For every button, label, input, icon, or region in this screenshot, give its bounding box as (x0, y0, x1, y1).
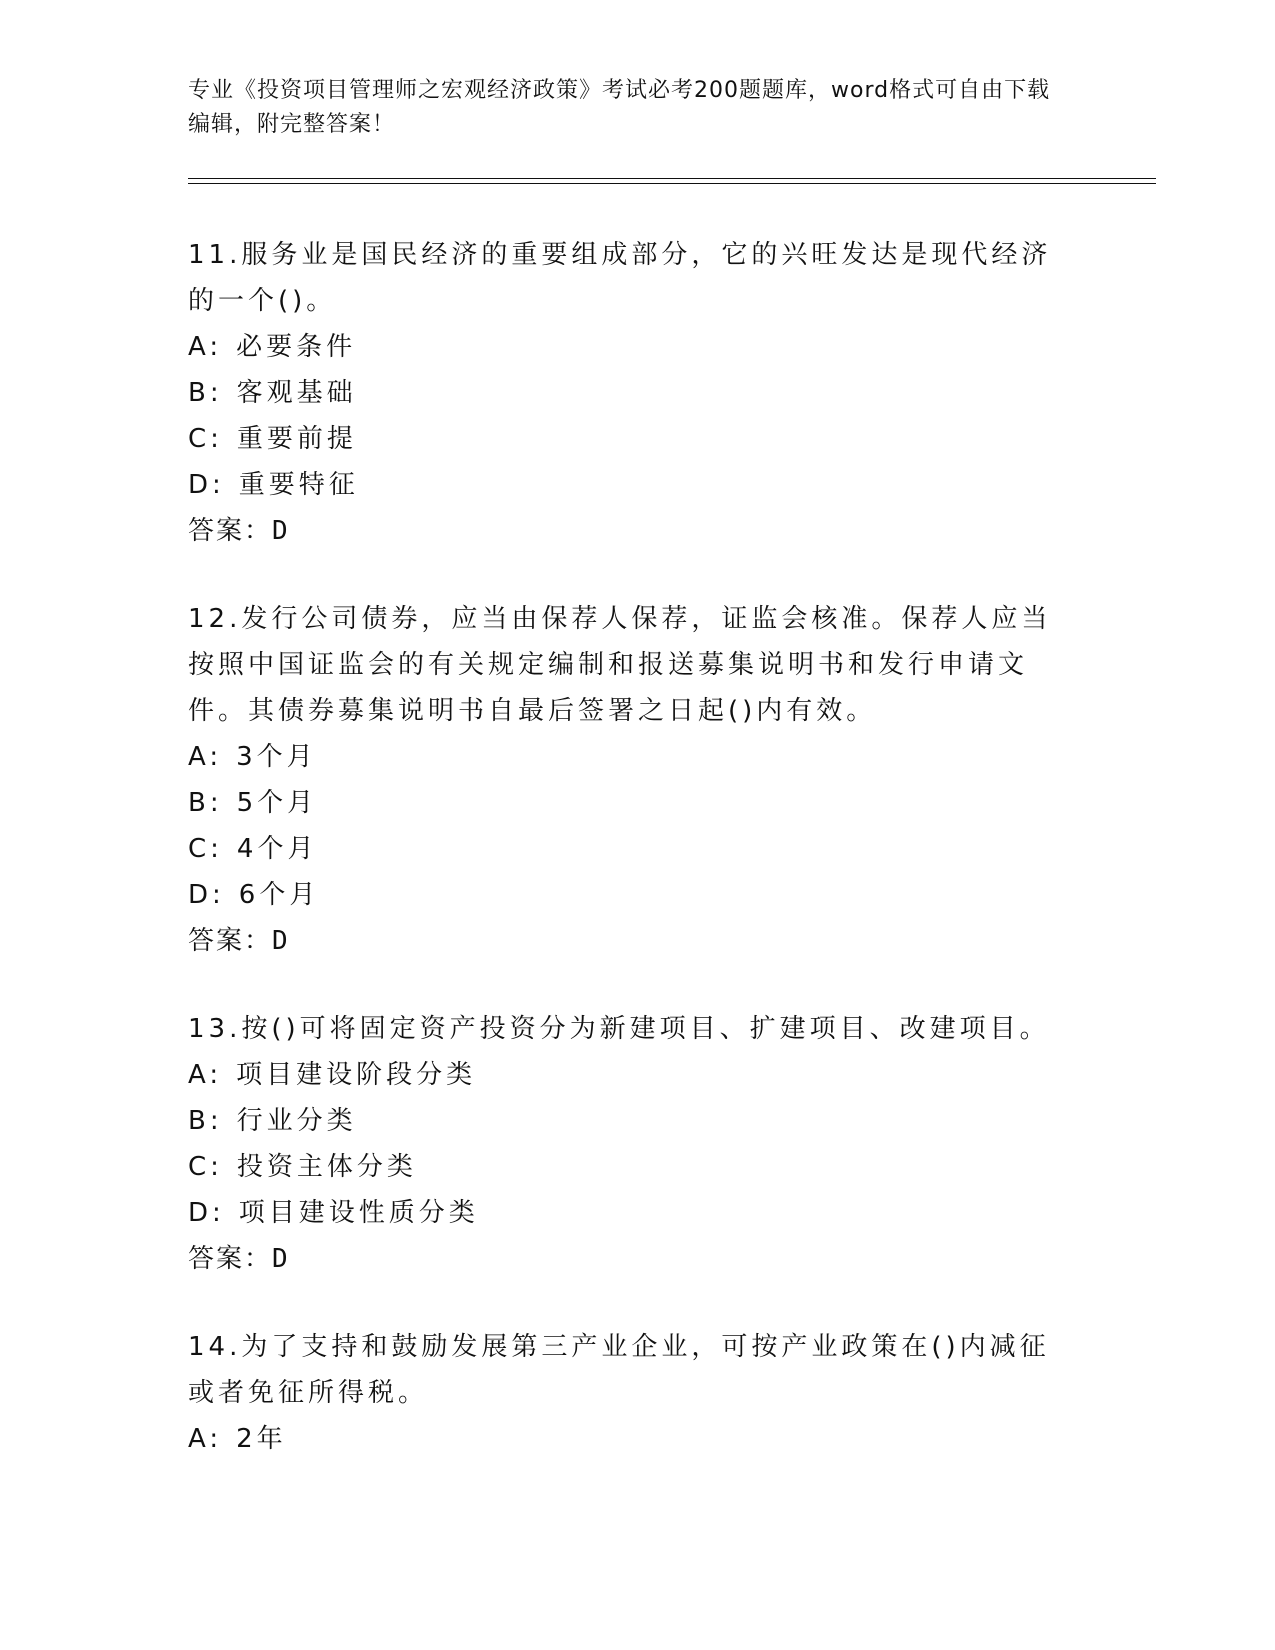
option-key: A: (188, 332, 223, 362)
option-item (188, 734, 1078, 780)
answer-line: 答案：D (188, 926, 290, 956)
question-stem: 14.为了支持和鼓励发展第三产业企业，可按产业政策在()内减征或者免征所得税。 (188, 1332, 1050, 1408)
option-key: A: (188, 1424, 223, 1454)
option-text: 项目建设阶段分类 (236, 1060, 477, 1090)
option-item (188, 780, 1078, 826)
option-list (188, 734, 1078, 918)
option-item (188, 1052, 1078, 1098)
option-item (188, 416, 1078, 462)
question-item (188, 1006, 1078, 1282)
option-key: B: (188, 788, 223, 818)
option-key: C: (188, 834, 223, 864)
option-item (188, 462, 1078, 508)
question-stem: 12.发行公司债券，应当由保荐人保荐，证监会核准。保荐人应当按照中国证监会的有关规定编制和报送募集说明书和发行申请文件。其债券募集说明书自最后签署之日起()内有效。 (188, 604, 1052, 726)
option-text: 重要特征 (238, 470, 359, 500)
option-text: 投资主体分类 (236, 1152, 417, 1182)
option-item (188, 1190, 1078, 1236)
question-item (188, 596, 1078, 964)
option-text: 客观基础 (236, 378, 357, 408)
option-key: C: (188, 1152, 223, 1182)
question-item (188, 1324, 1078, 1462)
option-item (188, 324, 1078, 370)
option-text: 5个月 (236, 788, 318, 818)
answer-line: 答案：D (188, 516, 290, 546)
option-item (188, 370, 1078, 416)
option-text: 6个月 (238, 880, 320, 910)
option-key: C: (188, 424, 223, 454)
option-text: 行业分类 (236, 1106, 357, 1136)
option-key: D: (188, 470, 225, 500)
option-text: 4个月 (236, 834, 318, 864)
document-header: 专业《投资项目管理师之宏观经济政策》考试必考200题题库，word格式可自由下载编辑，附完整答案！ (188, 78, 1051, 137)
header-divider (188, 178, 1156, 184)
option-text: 2年 (236, 1424, 287, 1454)
option-text: 重要前提 (236, 424, 357, 454)
option-list (188, 324, 1078, 508)
option-text: 必要条件 (236, 332, 357, 362)
question-list (188, 232, 1078, 1504)
option-item (188, 1098, 1078, 1144)
option-key: A: (188, 742, 223, 772)
option-item (188, 826, 1078, 872)
question-item (188, 232, 1078, 554)
option-item (188, 1144, 1078, 1190)
option-item (188, 1416, 1078, 1462)
option-key: A: (188, 1060, 223, 1090)
option-key: B: (188, 1106, 223, 1136)
question-stem: 13.按()可将固定资产投资分为新建项目、扩建项目、改建项目。 (188, 1014, 1050, 1044)
option-list (188, 1416, 1078, 1462)
option-item (188, 872, 1078, 918)
option-list (188, 1052, 1078, 1236)
option-text: 项目建设性质分类 (238, 1198, 479, 1228)
answer-line: 答案：D (188, 1244, 290, 1274)
option-key: D: (188, 1198, 225, 1228)
question-stem: 11.服务业是国民经济的重要组成部分，它的兴旺发达是现代经济的一个()。 (188, 240, 1052, 316)
option-key: D: (188, 880, 225, 910)
option-key: B: (188, 378, 223, 408)
option-text: 3个月 (236, 742, 317, 772)
